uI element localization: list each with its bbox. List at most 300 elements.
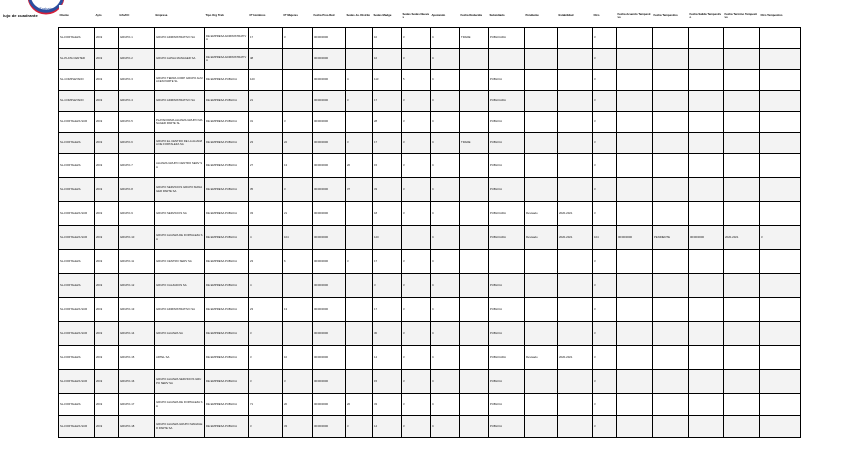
table-cell: 71 [249, 394, 283, 416]
table-cell [617, 298, 653, 322]
column-header[interactable]: Tipo Org Trab [205, 5, 249, 28]
table-cell: SL-FORTALEZA SUR [59, 370, 95, 394]
table-row[interactable] [59, 346, 801, 370]
column-header[interactable]: Fecha Tempestivo [653, 5, 689, 28]
table-cell: C [431, 226, 460, 250]
table-cell [760, 394, 801, 416]
table-cell: 20 [346, 394, 373, 416]
table-cell: DE EMPRESA PUBLICA [205, 394, 249, 416]
table-cell [558, 178, 593, 202]
table-cell: SL-FORTALEZA SUR [59, 226, 95, 250]
column-header[interactable]: Fecha Acuerdo Tempestivo [617, 5, 653, 28]
table-cell [558, 70, 593, 91]
table-cell: GRUPO-1 [119, 28, 155, 49]
table-cell: C [431, 133, 460, 154]
table-cell [653, 70, 689, 91]
table-cell [525, 133, 558, 154]
table-cell: 2020-2021 [558, 346, 593, 370]
table-row[interactable] [59, 274, 801, 298]
table-cell [460, 274, 489, 298]
table-cell: 00/00/0000 [313, 154, 346, 178]
table-cell: C [431, 112, 460, 133]
column-header[interactable]: Empresa [155, 5, 205, 28]
table-cell: SL-FORTALEZA [59, 28, 95, 49]
table-cell: GRUPO SERVICIOS GRUPO MANAGER PARTE SA [155, 178, 205, 202]
table-cell: GRUPO-13 [119, 298, 155, 322]
table-cell: PUBLICA [489, 370, 525, 394]
table-cell: GRUPO-2 [119, 49, 155, 70]
table-cell: GRUPO CENTRO SERV SA [155, 250, 205, 274]
table-cell: 00/00/0000 [313, 394, 346, 416]
column-header[interactable]: Info/CC [119, 5, 155, 28]
table-row[interactable] [59, 226, 801, 250]
column-header[interactable]: Fecha Pres.Red [313, 5, 346, 28]
table-cell: PUBLICA [489, 178, 525, 202]
table-cell [653, 91, 689, 112]
table-cell: DE EMPRESA PUBLICA [205, 91, 249, 112]
table-cell [617, 416, 653, 438]
table-cell: SL-FORTALEZA [59, 346, 95, 370]
table-cell: SL-FORTALEZA [59, 133, 95, 154]
table-cell: C [431, 416, 460, 438]
table-cell: 3 [593, 154, 617, 178]
table-cell: 3 [593, 250, 617, 274]
table-cell [617, 322, 653, 346]
table-cell: DE EMPRESA PUBLICA [205, 274, 249, 298]
table-row[interactable] [59, 416, 801, 438]
table-cell [525, 91, 558, 112]
table-cell: GRUPO ALIANZA SA [155, 322, 205, 346]
table-cell: DE EMPRESA PUBLICA [205, 133, 249, 154]
table-cell [460, 70, 489, 91]
table-cell [558, 416, 593, 438]
table-cell: ARTEL SA [155, 346, 205, 370]
table-cell: SL-FORTALEZA [59, 274, 95, 298]
table-cell: 17 [373, 133, 402, 154]
table-cell: PUBLICA [489, 70, 525, 91]
table-cell: 00/00/0000 [313, 28, 346, 49]
table-cell: PLATAFORMA ALIANZA GRUPO MANAGER PARTE SL [155, 112, 205, 133]
column-header[interactable]: Estabilidad [558, 5, 593, 28]
table-cell [689, 274, 724, 298]
table-cell [558, 112, 593, 133]
table-cell: C [431, 202, 460, 226]
table-cell: 2019 [95, 250, 119, 274]
table-cell: 3 [402, 154, 431, 178]
table-header-row [59, 5, 801, 28]
table-cell [346, 49, 373, 70]
table-cell [346, 370, 373, 394]
column-header[interactable]: Nº Hombres [249, 5, 283, 28]
table-cell: TRADE [460, 133, 489, 154]
table-cell: PUBLICA [489, 394, 525, 416]
table-cell [617, 274, 653, 298]
table-cell [460, 416, 489, 438]
table-cell: 17 [373, 298, 402, 322]
column-header[interactable]: Sedes Ju. Distrito [346, 5, 373, 28]
table-row[interactable] [59, 70, 801, 91]
table-cell: 31 [249, 112, 283, 133]
table-cell: PUBLICADA [489, 346, 525, 370]
table-cell: 00/00/0000 [313, 49, 346, 70]
column-header[interactable]: Sedes Sedes Nuevas [402, 5, 431, 28]
table-cell [689, 250, 724, 274]
table-cell: 00/00/0000 [313, 416, 346, 438]
table-cell: PUBLICADA [489, 226, 525, 250]
table-cell: PUBLICA [489, 416, 525, 438]
table-cell [460, 322, 489, 346]
table-cell: GRUPO-14 [119, 322, 155, 346]
table-cell: 00/00/0000 [689, 226, 724, 250]
table-cell: 2019 [95, 322, 119, 346]
table-cell [689, 178, 724, 202]
table-cell [724, 250, 760, 274]
table-row[interactable] [59, 91, 801, 112]
table-cell: C [431, 274, 460, 298]
table-cell: 15 [373, 154, 402, 178]
table-cell [617, 346, 653, 370]
table-cell [558, 154, 593, 178]
table-cell [558, 49, 593, 70]
table-cell: SL-FORTALEZA SUR [59, 202, 95, 226]
table-cell [724, 178, 760, 202]
table-cell [724, 298, 760, 322]
table-cell [617, 91, 653, 112]
table-cell: C [431, 154, 460, 178]
table-cell: 2019 [95, 133, 119, 154]
table-cell: GRUPO-15 [119, 346, 155, 370]
table-cell: GRUPO TERRA CORP GRUPO ALMACEN PARTE SL [155, 70, 205, 91]
table-cell: 2019 [95, 274, 119, 298]
table-cell [689, 322, 724, 346]
table-cell [617, 28, 653, 49]
table-cell: 3 [283, 178, 313, 202]
table-cell: PUBLICA [489, 274, 525, 298]
table-cell: 4 [346, 70, 373, 91]
table-cell: PUBLICA [489, 133, 525, 154]
table-cell [460, 112, 489, 133]
table-row[interactable] [59, 178, 801, 202]
table-cell [460, 178, 489, 202]
table-cell [689, 416, 724, 438]
table-cell [558, 28, 593, 49]
table-cell: 3 [402, 416, 431, 438]
table-cell [617, 133, 653, 154]
table-cell [283, 91, 313, 112]
table-cell [617, 250, 653, 274]
table-cell [689, 91, 724, 112]
header-stamp: lujo de cuadrante [3, 13, 38, 18]
table-cell [760, 250, 801, 274]
table-cell: 15 [373, 370, 402, 394]
table-cell: 00/00/0000 [313, 346, 346, 370]
table-cell: Revisado [525, 346, 558, 370]
table-cell [653, 28, 689, 49]
table-cell: C [431, 298, 460, 322]
column-header[interactable]: Otro [593, 5, 617, 28]
table-cell [653, 370, 689, 394]
table-cell: C [431, 370, 460, 394]
table-cell: 3 [402, 91, 431, 112]
column-header[interactable]: Fecha Reducida [460, 5, 489, 28]
table-cell: 3 [283, 28, 313, 49]
table-cell: DE EMPRESA PUBLICA [205, 112, 249, 133]
table-cell: GRUPO-18 [119, 416, 155, 438]
table-cell: 2019 [95, 178, 119, 202]
table-cell [724, 133, 760, 154]
table-cell: 2019 [95, 370, 119, 394]
logo-text: Trabajo [39, 6, 53, 11]
table-cell: 00/00/0000 [313, 91, 346, 112]
table-cell [760, 112, 801, 133]
table-cell [525, 49, 558, 70]
table-cell [346, 202, 373, 226]
table-cell: 3 [593, 91, 617, 112]
table-cell: DE EMPRESA PUBLICA [205, 346, 249, 370]
report-table [58, 5, 801, 438]
table-cell: 20 [346, 154, 373, 178]
table-cell: DE EMPRESA ADMINISTRATIVA [205, 49, 249, 70]
table-cell: 3 [373, 274, 402, 298]
table-cell: 3 [346, 91, 373, 112]
table-cell [617, 178, 653, 202]
table-cell: 13 [283, 298, 313, 322]
table-cell: 120 [249, 70, 283, 91]
table-cell: GRUPO ADMINISTRATIVO SA [155, 91, 205, 112]
table-cell: 27 [249, 154, 283, 178]
table-row[interactable] [59, 202, 801, 226]
table-row[interactable] [59, 250, 801, 274]
table-row[interactable] [59, 322, 801, 346]
table-cell: 17 [249, 28, 283, 49]
table-cell [724, 91, 760, 112]
table-cell [724, 416, 760, 438]
table-row[interactable] [59, 154, 801, 178]
column-header[interactable]: Cliente [59, 5, 95, 28]
table-row[interactable] [59, 112, 801, 133]
table-cell: 48 [249, 49, 283, 70]
table-cell: 3 [402, 394, 431, 416]
table-row[interactable] [59, 49, 801, 70]
column-header[interactable]: Nº Mujeres [283, 5, 313, 28]
table-cell: GRUPO ALIANZA DE FORTALEZA SA [155, 226, 205, 250]
table-cell: DE EMPRESA PUBLICA [205, 322, 249, 346]
table-cell: SL-FORTALEZA [59, 250, 95, 274]
table-cell: 17 [373, 91, 402, 112]
table-cell: 3 [593, 202, 617, 226]
table-cell: DE EMPRESA PUBLICA [205, 226, 249, 250]
table-cell: Revisado [525, 226, 558, 250]
table-cell: DE EMPRESA PUBLICA [205, 416, 249, 438]
table-cell: DE EMPRESA PUBLICA [205, 70, 249, 91]
column-header[interactable]: Subsidiado [489, 5, 525, 28]
table-cell: GRUPO-11 [119, 250, 155, 274]
table-cell [689, 154, 724, 178]
table-row[interactable] [59, 298, 801, 322]
table-cell [460, 49, 489, 70]
table-cell: 3 [593, 322, 617, 346]
table-cell: C [431, 70, 460, 91]
table-cell [689, 112, 724, 133]
table-cell [689, 28, 724, 49]
table-cell: SL-FORTALEZA [59, 154, 95, 178]
table-cell: 3 [249, 370, 283, 394]
table-cell [346, 298, 373, 322]
table-cell: GRUPO CALZADOS SA [155, 274, 205, 298]
table-cell [525, 178, 558, 202]
table-cell: SL-FORTALEZA SUR [59, 112, 95, 133]
table-cell [617, 154, 653, 178]
table-cell: C [431, 49, 460, 70]
table-row[interactable] [59, 28, 801, 49]
table-cell: SL-PLATA CENTER [59, 49, 95, 70]
column-header[interactable]: Ayto [95, 5, 119, 28]
table-cell: SL-FORTALEZA [59, 394, 95, 416]
table-cell [689, 346, 724, 370]
table-cell [525, 416, 558, 438]
table-cell [724, 154, 760, 178]
table-cell: 18 [373, 202, 402, 226]
table-cell: 5 [402, 70, 431, 91]
table-cell [346, 226, 373, 250]
table-cell: 20 [283, 394, 313, 416]
table-cell: C [431, 250, 460, 274]
table-cell: 3 [593, 70, 617, 91]
table-cell [653, 322, 689, 346]
table-cell [460, 91, 489, 112]
table-cell: 33 [249, 202, 283, 226]
table-cell: GRUPO-17 [119, 394, 155, 416]
table-cell: 3 [249, 416, 283, 438]
table-cell: PUBLICA [489, 298, 525, 322]
table-cell [653, 346, 689, 370]
table-cell: 4 [249, 274, 283, 298]
table-cell: DE EMPRESA PUBLICA [205, 202, 249, 226]
table-cell: C [431, 322, 460, 346]
table-cell [653, 416, 689, 438]
table-cell [525, 274, 558, 298]
table-cell: 00/00/0000 [313, 370, 346, 394]
table-cell: 00/00/0000 [313, 112, 346, 133]
table-cell [724, 49, 760, 70]
table-cell: 2019 [95, 91, 119, 112]
table-cell [760, 416, 801, 438]
table-cell: 33 [283, 416, 313, 438]
table-cell: 3 [402, 346, 431, 370]
table-cell: GRUPO-12 [119, 274, 155, 298]
column-header[interactable]: Pendiente [525, 5, 558, 28]
column-header[interactable]: Fecha Salida Tempestivo [689, 5, 724, 28]
table-cell: GRUPO-6 [119, 133, 155, 154]
table-cell [460, 202, 489, 226]
table-cell: 2019 [95, 202, 119, 226]
column-header[interactable]: Ajustando [431, 5, 460, 28]
table-cell [460, 298, 489, 322]
table-cell: GRUPO-8 [119, 178, 155, 202]
table-cell [558, 370, 593, 394]
table-cell [283, 70, 313, 91]
table-cell: PUBLICADA [489, 202, 525, 226]
table-cell [346, 322, 373, 346]
table-cell [724, 322, 760, 346]
table-cell: 2019 [95, 154, 119, 178]
table-cell: 00/00/0000 [313, 322, 346, 346]
table-cell: 3 [402, 28, 431, 49]
table-cell: 3 [593, 346, 617, 370]
table-cell [617, 394, 653, 416]
table-cell [653, 250, 689, 274]
table-cell: 00/00/0000 [313, 178, 346, 202]
table-cell: 2019 [95, 112, 119, 133]
table-cell [760, 346, 801, 370]
table-cell [402, 226, 431, 250]
table-cell: 3 [346, 416, 373, 438]
table-cell [760, 322, 801, 346]
column-header[interactable]: Fecha Termino Tempestivo [724, 5, 760, 28]
table-cell: 3 [283, 370, 313, 394]
table-cell: 3 [249, 346, 283, 370]
table-cell [760, 370, 801, 394]
table-cell: 3 [402, 133, 431, 154]
table-cell [617, 202, 653, 226]
table-cell: 23 [249, 298, 283, 322]
table-cell: GRUPO ADMINISTRATIVO SA [155, 28, 205, 49]
table-cell: 2019 [95, 298, 119, 322]
column-header[interactable]: Sedes Madge [373, 5, 402, 28]
table-cell: 23 [249, 133, 283, 154]
table-cell [760, 154, 801, 178]
table-cell [760, 178, 801, 202]
table-cell: GRUPO ALPHA MANAGER SA [155, 49, 205, 70]
table-row[interactable] [59, 370, 801, 394]
table-cell [760, 274, 801, 298]
table-cell: 35 [249, 178, 283, 202]
table-cell [346, 346, 373, 370]
table-cell [525, 394, 558, 416]
table-cell: SL-COMPLETADO [59, 70, 95, 91]
table-cell: GRUPO SERVICIOS SA [155, 202, 205, 226]
table-cell: 4 [249, 226, 283, 250]
table-cell [689, 202, 724, 226]
table-cell [525, 112, 558, 133]
column-header[interactable]: Otro Tempestivo [760, 5, 801, 28]
table-cell [689, 394, 724, 416]
table-cell: 10 [283, 346, 313, 370]
table-cell [689, 298, 724, 322]
table-cell [283, 274, 313, 298]
table-cell [346, 28, 373, 49]
table-cell [558, 394, 593, 416]
table-row[interactable] [59, 133, 801, 154]
table-cell: 00/00/0000 [617, 226, 653, 250]
table-cell [653, 133, 689, 154]
table-cell: GRUPO ALIANZA GRUPO MANAGER PARTE SA [155, 416, 205, 438]
table-cell: PUBLICADA [489, 91, 525, 112]
table-row[interactable] [59, 394, 801, 416]
table-cell: 00/00/0000 [313, 133, 346, 154]
table-cell: 00/00/0000 [313, 298, 346, 322]
table-cell: 3 [402, 178, 431, 202]
table-cell [617, 49, 653, 70]
table-cell: 3 [593, 49, 617, 70]
table-cell: 3 [402, 298, 431, 322]
table-cell [724, 112, 760, 133]
table-cell [760, 133, 801, 154]
table-cell: GRUPO ALIANZA SERVICIOS GRUPO SERV SA [155, 370, 205, 394]
table-cell: GRUPO-7 [119, 154, 155, 178]
table-cell [689, 370, 724, 394]
table-cell: 3 [593, 178, 617, 202]
